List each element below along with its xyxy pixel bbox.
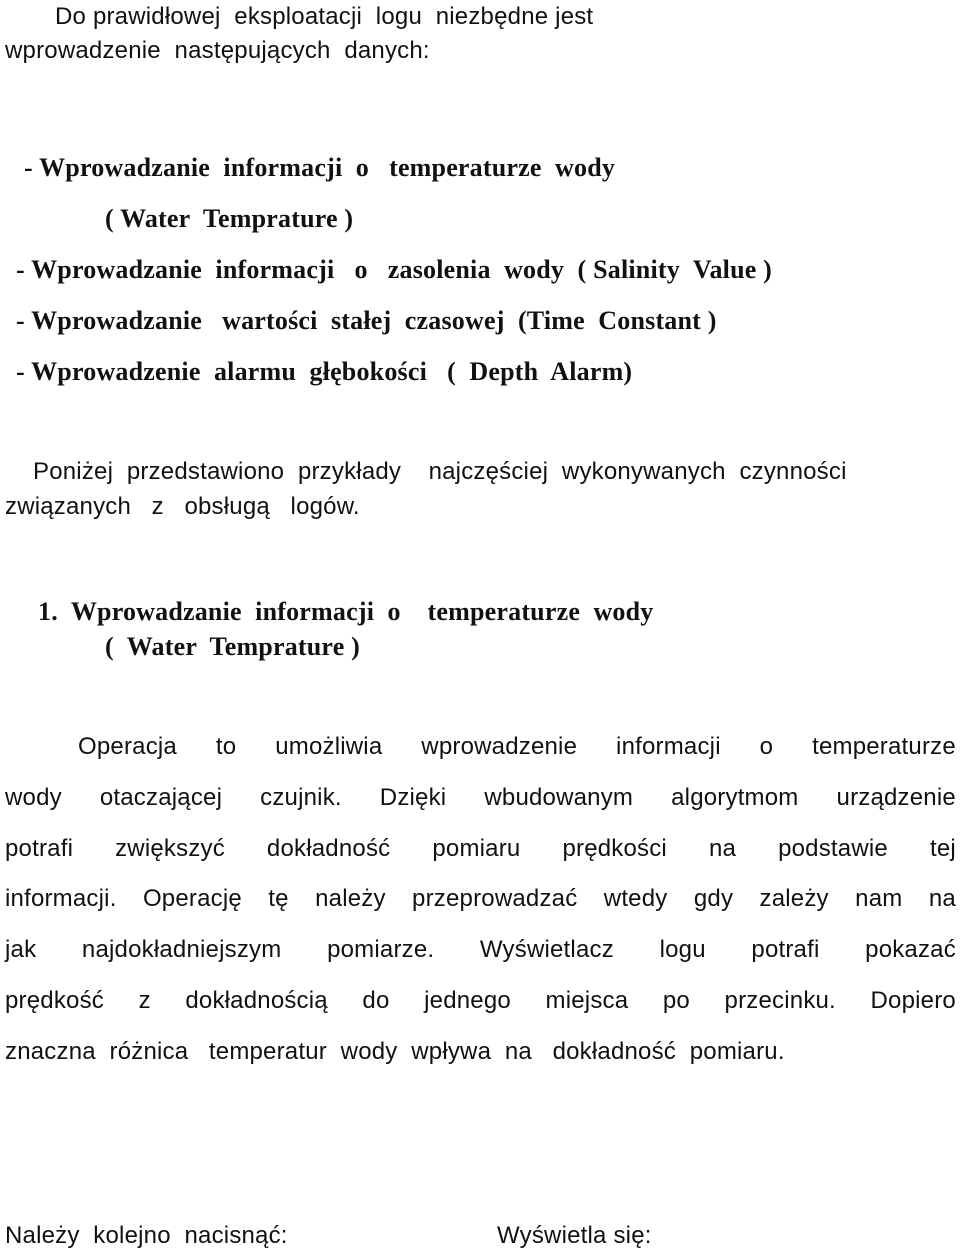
display-shows-label: Wyświetla się: [497, 1222, 652, 1249]
word: po [662, 987, 690, 1014]
word: wprowadzenie [421, 733, 578, 760]
word: na [708, 835, 737, 862]
word: należy [315, 885, 386, 912]
word: algorytmom [671, 784, 799, 811]
word: podstawie [778, 835, 888, 862]
word: zależy [759, 885, 829, 912]
word: to [215, 733, 237, 760]
word: tej [929, 835, 956, 862]
word: temperaturze [812, 733, 956, 760]
word: informacji [616, 733, 721, 760]
word: potrafi [751, 936, 820, 963]
word: na [928, 885, 956, 912]
word: otaczającej [99, 784, 223, 811]
word: dokładnością [185, 987, 328, 1014]
word: z [138, 987, 151, 1014]
word: zwiększyć [115, 835, 225, 862]
word: potrafi [5, 835, 74, 862]
paragraph-line-7: znaczna różnica temperatur wody wpływa na dokładność pomiaru. [5, 1038, 785, 1065]
word: pomiarze. [327, 936, 435, 963]
word: logu [659, 936, 706, 963]
word: do [362, 987, 390, 1014]
paragraph-line-4 [5, 885, 956, 913]
word: pokazać [865, 936, 956, 963]
word: Dzięki [379, 784, 447, 811]
list-item-water-temperature: - Wprowadzanie informacji o temperaturze wody [24, 153, 616, 182]
list-item-salinity: - Wprowadzanie informacji o zasolenia wody ( Salinity Value ) [16, 255, 773, 284]
word: wtedy [603, 885, 668, 912]
paragraph-line-5 [5, 936, 956, 964]
word: Operacja [78, 733, 177, 760]
paragraph-line-3 [5, 835, 956, 863]
word: umożliwia [275, 733, 383, 760]
word: przeprowadzać [412, 885, 578, 912]
word: wody [5, 784, 62, 811]
word: dokładność [266, 835, 391, 862]
word: o [759, 733, 774, 760]
section-1-heading: 1. Wprowadzanie informacji o temperaturze wody [38, 597, 654, 626]
list-item-water-temperature-en: ( Water Temprature ) [105, 204, 354, 233]
word: miejsca [545, 987, 629, 1014]
word: Dopiero [870, 987, 956, 1014]
intro-line-1: Do prawidłowej eksploatacji logu niezbędne jest [55, 3, 594, 30]
word: nam [855, 885, 903, 912]
word: najdokładniejszym [81, 936, 282, 963]
word: Operację [142, 885, 242, 912]
paragraph-line-1 [78, 733, 956, 761]
list-item-depth-alarm: - Wprowadzenie alarmu głębokości ( Depth Alarm) [16, 357, 633, 386]
word: tę [268, 885, 289, 912]
word: informacji. [5, 885, 117, 912]
word: prędkości [562, 835, 667, 862]
examples-line-2: związanych z obsługą logów. [5, 493, 360, 520]
word: jednego [424, 987, 511, 1014]
section-1-subheading: ( Water Temprature ) [105, 632, 360, 661]
word: przecinku. [724, 987, 836, 1014]
examples-line-1: Poniżej przedstawiono przykłady najczęściej wykonywanych czynności [33, 458, 847, 485]
word: czujnik. [260, 784, 342, 811]
intro-line-2: wprowadzenie następujących danych: [5, 37, 430, 64]
list-item-time-constant: - Wprowadzanie wartości stałej czasowej (Time Constant ) [16, 306, 717, 335]
paragraph-line-2 [5, 784, 956, 812]
word: gdy [693, 885, 734, 912]
word: Wyświetlacz [479, 936, 614, 963]
word: prędkość [5, 987, 104, 1014]
word: wbudowanym [484, 784, 634, 811]
paragraph-line-6 [5, 987, 956, 1015]
word: urządzenie [836, 784, 956, 811]
word: jak [5, 936, 37, 963]
press-keys-label: Należy kolejno nacisnąć: [5, 1222, 288, 1249]
word: pomiaru [432, 835, 521, 862]
